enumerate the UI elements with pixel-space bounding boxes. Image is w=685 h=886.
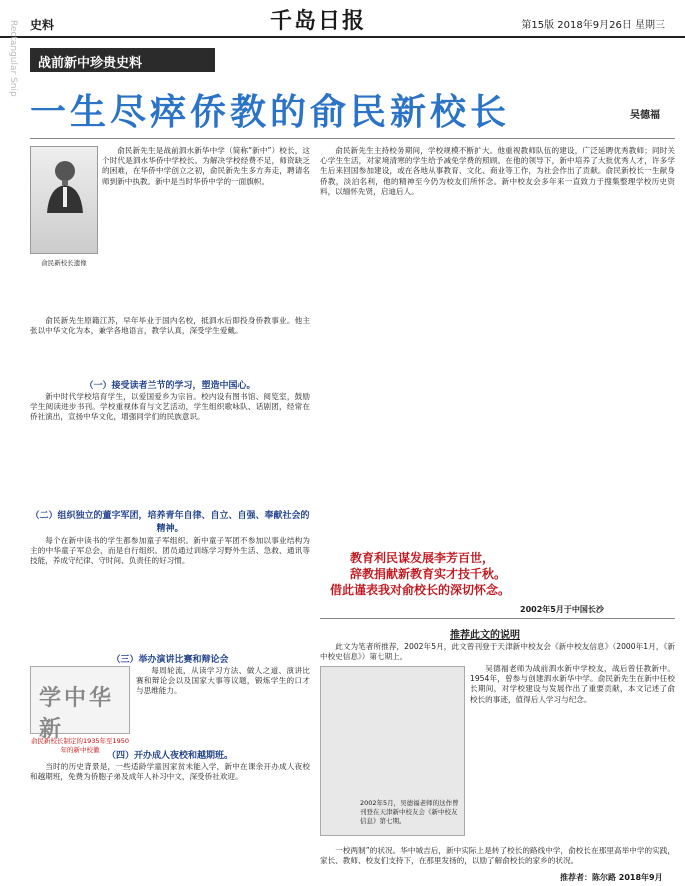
masthead: 千岛日报 bbox=[270, 8, 367, 34]
body-paragraph: 新中时代学校培育学生，以爱国爱乡为宗旨。校内设有图书馆、阅览室，鼓励学生阅读进步书刊。学校重视体育与文艺活动，学生组织歌咏队、话剧团，经常在侨社演出，宣扬中华文化，增强同学们的民族意识。 bbox=[30, 392, 310, 422]
body-paragraph: 俞民新先生原籍江苏，早年毕业于国内名校，抵泗水后即投身侨教事业。他主张以中华文化为本，兼学各地语言，教学认真，深受学生爱戴。 bbox=[30, 316, 310, 336]
book-caption: 2002年5月，吴德福老师的这作曾刊登在天津新中校友会《新中校友信息》第七期。 bbox=[360, 799, 459, 825]
snip-watermark: Rectangular Snip bbox=[8, 20, 18, 97]
subheading-3: （三）举办演讲比赛和辩论会 bbox=[111, 655, 229, 665]
body-paragraph: 每周轮流，从读学习方法、做人之道、演讲比赛和辩论会以及国家大事等议题，锻炼学生的口才与思维能力。 bbox=[136, 666, 310, 696]
section-name: 史料 bbox=[30, 18, 55, 32]
body-paragraph: 俞民新先生主持校务期间，学校规模不断扩大。他重视教师队伍的建设，广泛延聘优秀教师；同时关心学生生活，对家境清寒的学生给予减免学费的照顾。在他的领导下，新中培养了大批优秀人才，许多学生后来回国参加建设，或在各地从事教育、文化、商业等工作，为社会作出了贡献。俞民新校长一生献身侨教，淡泊名利，他的精神至今仍为校友们所怀念。新中校友会多年来一直致力于搜集整理学校历史资料，以缅怀先贤，启迪后人。 bbox=[320, 146, 675, 196]
recommendation-lead: 此文为笔者所推荐，2002年5月，此文曾刊登于天津新中校友会《新中校友信息》（2000年1月，《新中校史信息》）第七期上。 bbox=[320, 642, 675, 662]
recommendation-end: 一校两制”的状况。华中城吉后，新中实际上是转了校长的路线中学，俞校长在那里高举中学的实践，家长、教师、校友们支持下，在那里发扬的，以励了解俞校长的家乡的状况。 bbox=[320, 846, 675, 866]
intro-paragraph: 俞民新先生是战前泗水新华中学（简称“新中”）校长，这个时代是泗水华侨中学校长。为解决学校经费不足，师资缺乏的困难，在华侨中学创立之初，俞民新先生多方奔走，聘请名师到新中执教。新中是当时华侨中学的一面旗帜。 bbox=[102, 146, 310, 186]
emblem-text: 学中华新 bbox=[39, 686, 115, 742]
quote-line: 借此谨表我对俞校长的深切怀念。 bbox=[330, 583, 511, 597]
article-headline: 一生尽瘁侨教的俞民新校长 bbox=[30, 92, 511, 133]
divider bbox=[320, 618, 675, 619]
quote-signature: 2002年5月于中国长沙 bbox=[520, 605, 604, 614]
school-emblem bbox=[30, 666, 130, 742]
emblem-caption: 俞民新校长制定的1935年至1950年的新中校徽 bbox=[30, 737, 130, 754]
portrait-photo bbox=[30, 146, 98, 254]
subheading-2: （二）组织独立的董字军团，培养青年自律、自立、自强、奉献社会的精神。 bbox=[30, 511, 310, 534]
subheading-4: （四）开办成人夜校和越期班。 bbox=[106, 751, 233, 761]
divider bbox=[30, 138, 675, 139]
quote-line: 辞教捐献新教育实才技千秋。 bbox=[350, 567, 507, 581]
quote-line: 教育利民谋发展李芳百世， bbox=[350, 551, 495, 565]
person-icon bbox=[45, 155, 85, 213]
recommendation-signature: 推荐者：陈尔路 2018年9月 bbox=[560, 873, 663, 882]
column-banner: 战前新中珍贵史料 bbox=[30, 48, 215, 72]
recommendation-body: 吴德福老师为战前泗水新中学校友，战后曾任教新中。1954年，曾参与创建泗水新华中学。俞民新先生在新中任校长期间，对学校建设与发展作出了重要贡献，本文记述了俞校长的事迹，值得后人学习与纪念。 bbox=[470, 664, 675, 704]
page-info: 第15版 2018年9月26日 星期三 bbox=[521, 20, 665, 31]
body-paragraph: 每个在新中读书的学生都参加童子军组织。新中童子军团不参加以事业结构为主的中华童子军总会，而是自行组织。团员通过训练学习野外生活、急救、通讯等技能，养成守纪律、守时间、负责任的好习惯。 bbox=[30, 536, 310, 566]
body-paragraph: 当时的历史背景是，一些适龄学童因家贫未能入学，新中在课余开办成人夜校和越期班，免费为侨胞子弟及成年人补习中文，深受侨社欢迎。 bbox=[30, 762, 310, 782]
recommendation-title: 推荐此文的说明 bbox=[450, 630, 520, 641]
photo-caption: 俞民新校长遗像 bbox=[41, 259, 87, 267]
author-byline: 吴德福 bbox=[630, 110, 660, 121]
newspaper-header bbox=[0, 0, 685, 38]
subheading-1: （一）接受读者兰节的学习，塑造中国心。 bbox=[84, 381, 256, 391]
memorial-quote bbox=[330, 550, 650, 598]
